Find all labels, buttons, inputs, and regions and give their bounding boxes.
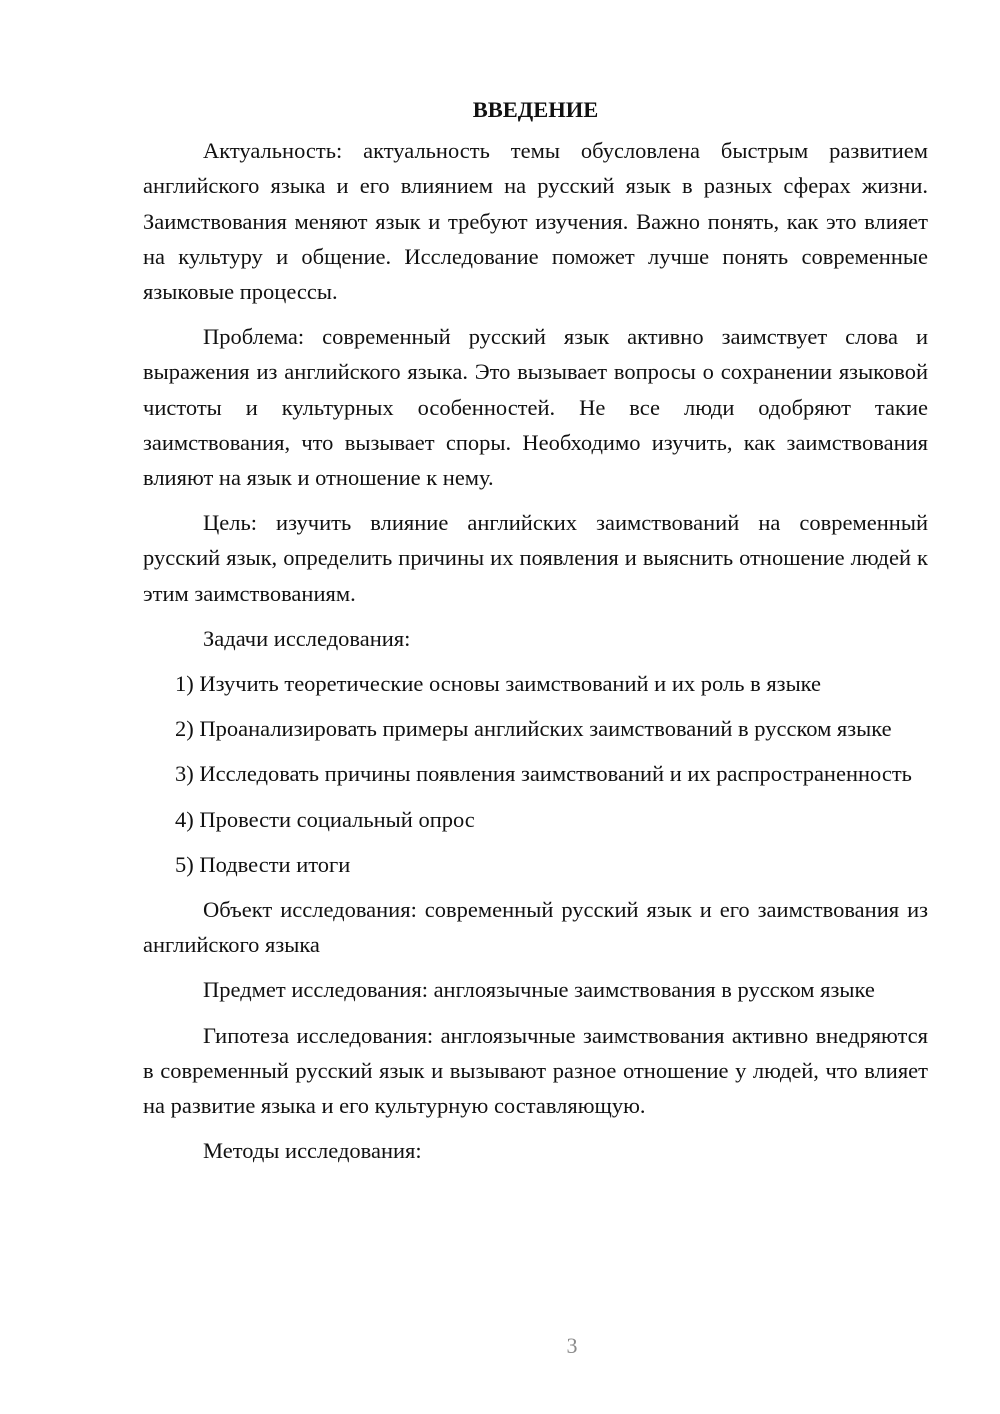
page-title: ВВЕДЕНИЕ: [472, 97, 599, 122]
page-number-footer: [72, 1333, 1000, 1359]
tasks-heading: Задачи исследования:: [203, 625, 411, 651]
hypothesis-paragraph: Гипотеза исследования: англоязычные заимствования активно внедряются в современный русский язык и вызывают разное отношение у людей, что влияет на развитие языка и его культурную составляющую.: [143, 1022, 928, 1119]
page-content: [143, 92, 928, 1178]
task-item-3: 3) Исследовать причины появления заимствований и их распространенность: [175, 761, 912, 787]
object-paragraph: Объект исследования: современный русский язык и его заимствования из английского языка: [143, 897, 928, 958]
task-item-5: 5) Подвести итоги: [175, 851, 351, 877]
page-number: 3: [566, 1333, 578, 1358]
methods-heading: Методы исследования:: [203, 1138, 422, 1164]
subject-paragraph: Предмет исследования: англоязычные заимствования в русском языке: [203, 977, 875, 1003]
task-item-1: 1) Изучить теоретические основы заимствований и их роль в языке: [175, 671, 822, 697]
relevance-paragraph: Актуальность: актуальность темы обусловлена быстрым развитием английского языка и его влиянием на русский язык в разных сферах жизни. Заимствования меняют язык и требуют изучения. Важно понять, как это влияет на культуру и общение. Исследование поможет лучше понять современные языковые процессы.: [143, 138, 928, 305]
goal-paragraph: Цель: изучить влияние английских заимствований на современный русский язык, определить причины их появления и выяснить отношение людей к этим заимствованиям.: [143, 510, 928, 606]
problem-paragraph: Проблема: современный русский язык активно заимствует слова и выражения из английского языка. Это вызывает вопросы о сохранении языковой чистоты и культурных особенностей. Не все люди одобряют такие заимствования, что вызывает споры. Необходимо изучить, как заимствования влияют на язык и отношение к нему.: [143, 324, 928, 491]
task-item-2: 2) Проанализировать примеры английских заимствований в русском языке: [175, 716, 892, 742]
task-item-4: 4) Провести социальный опрос: [175, 806, 475, 832]
